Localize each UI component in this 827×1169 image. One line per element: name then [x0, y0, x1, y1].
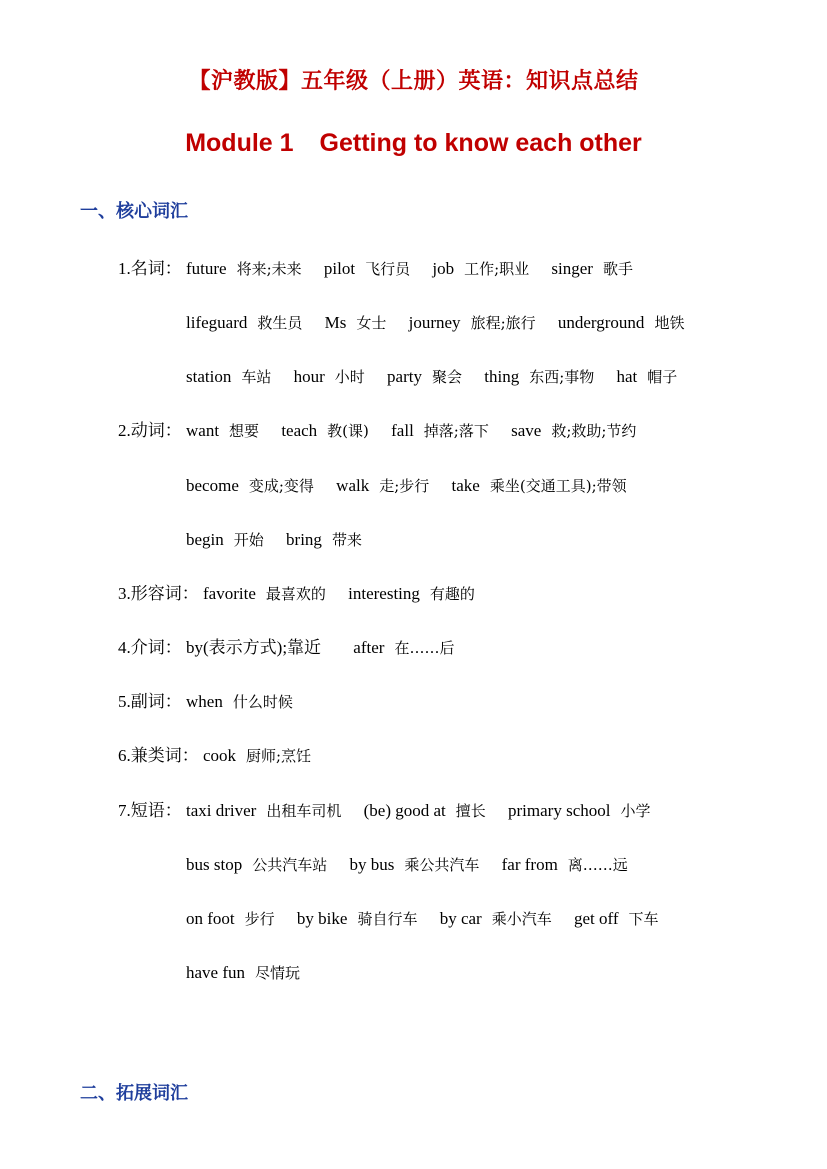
english-word: by bus — [349, 855, 395, 874]
english-word: when — [186, 692, 223, 711]
vocab-item — [324, 259, 410, 278]
vocab-line — [118, 746, 329, 766]
english-word: fall — [391, 421, 414, 440]
english-word: future — [186, 259, 227, 278]
vocab-line — [118, 259, 651, 279]
chinese-meaning: 帽子 — [647, 368, 678, 386]
english-word: bring — [286, 530, 322, 549]
vocab-item — [432, 259, 529, 278]
vocab-item — [551, 259, 633, 278]
chinese-meaning: 工作;职业 — [464, 260, 530, 278]
chinese-meaning: 东西;事物 — [529, 368, 595, 386]
vocab-line — [118, 692, 311, 712]
english-word: taxi driver — [186, 801, 257, 820]
vocab-line — [186, 313, 702, 333]
english-word: far from — [501, 855, 558, 874]
english-word: bus stop — [186, 855, 243, 874]
chinese-meaning: 擅长 — [455, 802, 486, 820]
chinese-meaning: 开始 — [233, 531, 264, 549]
chinese-meaning: 救生员 — [257, 314, 303, 332]
chinese-meaning: 想要 — [229, 422, 260, 440]
english-word: pilot — [323, 259, 356, 278]
vocab-line — [118, 801, 668, 821]
english-word: favorite — [203, 584, 256, 603]
english-word: Ms — [324, 313, 347, 332]
category-label: 7.短语： — [118, 801, 182, 820]
english-word: get off — [573, 909, 619, 928]
english-word: have fun — [186, 963, 246, 982]
english-word: save — [511, 421, 542, 440]
chinese-meaning: 乘小汽车 — [491, 910, 552, 928]
vocab-line — [186, 855, 646, 875]
vocab-line — [186, 367, 695, 387]
module-label: Module 1 — [185, 129, 294, 157]
category-label: 6.兼类词： — [118, 746, 199, 765]
chinese-meaning: 飞行员 — [365, 260, 411, 278]
chinese-meaning: 车站 — [241, 368, 272, 386]
english-word: interesting — [348, 584, 420, 603]
chinese-meaning: 掉落;落下 — [423, 422, 489, 440]
english-word: lifeguard — [186, 313, 248, 332]
vocab-line — [186, 476, 645, 496]
english-word: cook — [203, 746, 237, 765]
english-word: walk — [336, 476, 370, 495]
chinese-meaning: 在……后 — [394, 639, 455, 657]
english-word: primary school — [508, 801, 611, 820]
english-word: by bike — [296, 909, 348, 928]
vocab-item — [186, 259, 302, 278]
category-label: 1.名词： — [118, 259, 182, 278]
english-word: (be) good at — [363, 801, 446, 820]
english-word: on foot — [186, 909, 235, 928]
chinese-meaning: 变成;变得 — [248, 477, 314, 495]
english-word: after — [353, 638, 385, 657]
category-label: 5.副词： — [118, 692, 182, 711]
english-word: become — [186, 476, 239, 495]
chinese-meaning: 出租车司机 — [266, 802, 342, 820]
section-heading-core: 一、核心词汇 — [80, 201, 188, 222]
vocab-line — [118, 638, 472, 658]
chinese-meaning: 骑自行车 — [357, 910, 418, 928]
chinese-meaning: 聚会 — [431, 368, 462, 386]
chinese-meaning: 最喜欢的 — [265, 585, 326, 603]
chinese-meaning: 有趣的 — [429, 585, 475, 603]
english-word: underground — [557, 313, 645, 332]
vocab-line — [186, 909, 677, 929]
english-word: begin — [186, 530, 224, 549]
chinese-meaning: 歌手 — [602, 260, 633, 278]
chinese-meaning: 厨师;烹饪 — [246, 747, 312, 765]
english-word: by(表示方式);靠近 — [186, 638, 322, 657]
vocab-line — [186, 530, 380, 550]
chinese-meaning: 救;救助;节约 — [551, 422, 637, 440]
chinese-meaning: 走;步行 — [379, 477, 430, 495]
chinese-meaning: 乘公共汽车 — [404, 856, 480, 874]
english-word: thing — [484, 367, 520, 386]
chinese-meaning: 乘坐(交通工具);带领 — [489, 477, 627, 495]
chinese-meaning: 尽情玩 — [255, 964, 301, 982]
vocab-line — [118, 421, 654, 441]
english-word: journey — [408, 313, 461, 332]
category-label: 4.介词： — [118, 638, 182, 657]
english-word: teach — [281, 421, 318, 440]
chinese-meaning: 小学 — [620, 802, 651, 820]
english-word: station — [186, 367, 232, 386]
document-title: 【沪教版】五年级（上册）英语：知识点总结 — [188, 68, 639, 94]
chinese-meaning: 教(课) — [327, 422, 369, 440]
english-word: hour — [293, 367, 325, 386]
english-word: hat — [616, 367, 638, 386]
english-word: by car — [439, 909, 482, 928]
english-word: party — [387, 367, 422, 386]
chinese-meaning: 女士 — [356, 314, 387, 332]
category-label: 2.动词： — [118, 421, 182, 440]
module-name: Getting to know each other — [319, 129, 642, 157]
chinese-meaning: 公共汽车站 — [252, 856, 328, 874]
vocab-line — [186, 963, 318, 983]
english-word: take — [451, 476, 480, 495]
english-word: singer — [551, 259, 593, 278]
category-label: 3.形容词： — [118, 584, 199, 603]
chinese-meaning: 小时 — [334, 368, 365, 386]
chinese-meaning: 什么时候 — [232, 693, 293, 711]
chinese-meaning: 离……远 — [567, 856, 628, 874]
chinese-meaning: 带来 — [331, 531, 362, 549]
chinese-meaning: 旅程;旅行 — [470, 314, 536, 332]
chinese-meaning: 下车 — [628, 910, 659, 928]
chinese-meaning: 将来;未来 — [236, 260, 302, 278]
english-word: job — [432, 259, 455, 278]
chinese-meaning: 地铁 — [654, 314, 685, 332]
chinese-meaning: 步行 — [244, 910, 275, 928]
module-heading — [0, 129, 827, 158]
english-word: want — [186, 421, 220, 440]
section-heading-extended: 二、拓展词汇 — [80, 1083, 188, 1104]
vocab-line — [118, 584, 493, 604]
